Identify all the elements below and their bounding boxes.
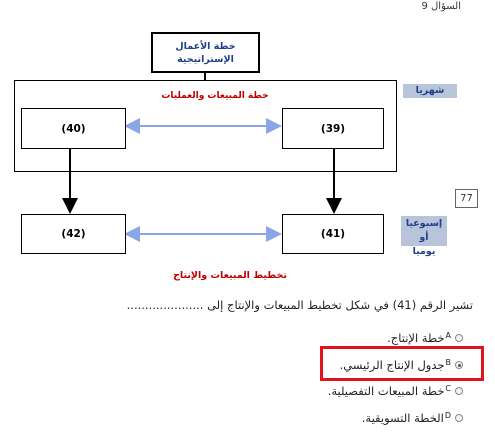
tag-monthly: شهريا <box>403 84 457 98</box>
strategic-plan-line1: خطة الأعمال <box>175 40 236 52</box>
option-c-text: خطة المبيعات التفصيلية. <box>327 384 445 398</box>
page-badge: 77 <box>455 189 478 208</box>
option-d-letter: D <box>444 410 451 420</box>
option-a-text: خطة الإنتاج. <box>387 331 445 345</box>
box-39: (39) <box>282 108 384 149</box>
box-41: (41) <box>282 214 384 254</box>
strategic-plan-line2: الإستراتيجية <box>177 53 234 65</box>
radio-b[interactable] <box>455 361 463 369</box>
box-40: (40) <box>21 108 126 149</box>
tag-weekly-daily <box>401 216 447 257</box>
diagram-caption: تخطيط المبيعات والإنتاج <box>173 270 287 281</box>
tag-weekly-line1: إسبوعيا أو <box>405 218 443 243</box>
tag-weekly-line2: يوميا <box>412 246 436 257</box>
option-b-text: جدول الإنتاج الرئيسي. <box>339 358 445 372</box>
box-42: (42) <box>21 214 126 254</box>
option-a-letter: A <box>445 330 451 340</box>
option-b[interactable] <box>340 358 463 372</box>
strategic-plan-box <box>151 32 260 73</box>
sop-frame-title: خطة المبيعات والعمليات <box>161 91 269 101</box>
radio-d[interactable] <box>455 414 463 422</box>
option-c[interactable] <box>328 384 463 398</box>
option-b-letter: B <box>445 357 451 367</box>
option-a[interactable] <box>387 331 463 345</box>
option-d[interactable] <box>362 411 463 425</box>
radio-a[interactable] <box>455 334 463 342</box>
option-d-text: الخطة التسويقية. <box>361 411 444 425</box>
option-c-letter: C <box>445 383 451 393</box>
question-number: السؤال 9 <box>421 1 461 12</box>
radio-c[interactable] <box>455 387 463 395</box>
question-text: تشير الرقم (41) في شكل تخطيط المبيعات والإنتاج إلى ..................... <box>126 298 473 312</box>
